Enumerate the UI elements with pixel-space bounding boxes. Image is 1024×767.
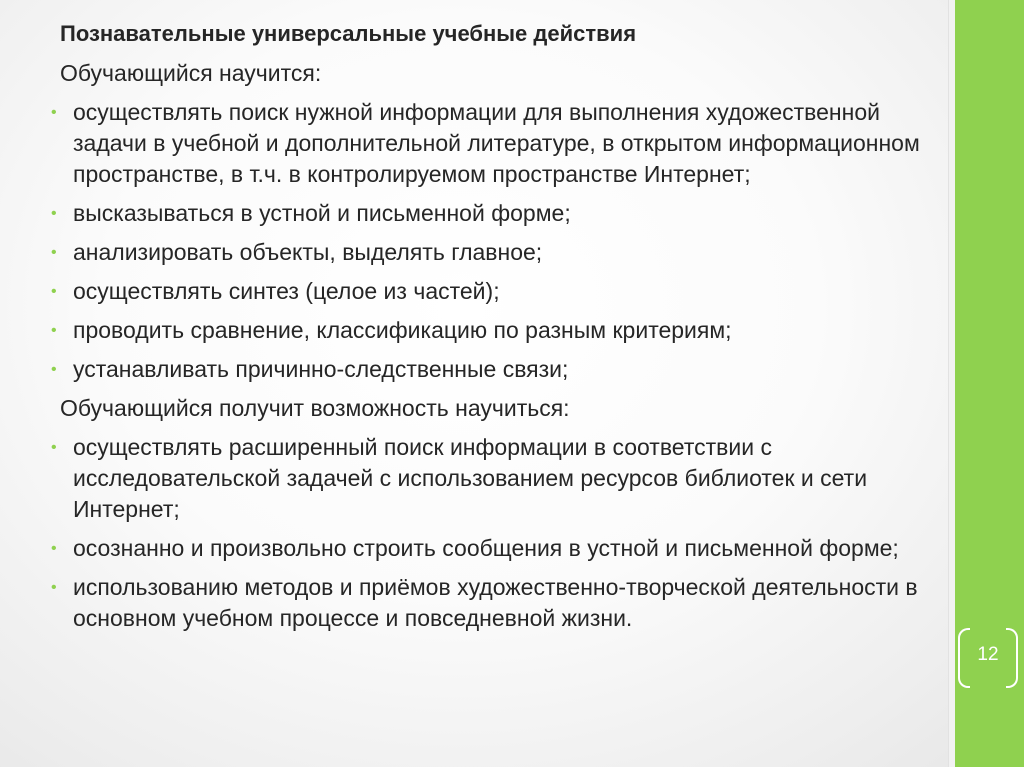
bullet-icon: • xyxy=(51,205,57,222)
list-item-text: осуществлять поиск нужной информации для выполнения художественной задачи в учебной и дополнительной литературе, в открытом информационном пространстве, в т.ч. в контролируемом пространстве Интернет; xyxy=(73,99,920,187)
list-item xyxy=(50,354,950,385)
list-item xyxy=(50,572,950,634)
list-item-text: устанавливать причинно-следственные связи; xyxy=(73,356,569,382)
bullet-icon: • xyxy=(51,322,57,339)
list-item xyxy=(50,237,950,268)
list-item-text: осуществлять расширенный поиск информации в соответствии с исследовательской задачей с использованием ресурсов библиотек и сети Интернет; xyxy=(73,434,868,522)
list-item-text: использованию методов и приёмов художественно-творческой деятельности в основном учебном процессе и повседневной жизни. xyxy=(73,574,918,631)
list-item xyxy=(50,198,950,229)
list-item-text: анализировать объекты, выделять главное; xyxy=(73,239,543,265)
bullet-icon: • xyxy=(51,244,57,261)
list-item xyxy=(50,315,950,346)
bullet-icon: • xyxy=(51,579,57,596)
page-number-badge xyxy=(958,628,1018,686)
list-item xyxy=(50,276,950,307)
list-item-text: высказываться в устной и письменной форме; xyxy=(73,200,571,226)
list-item-text: осуществлять синтез (целое из частей); xyxy=(73,278,500,304)
list-item-text: проводить сравнение, классификацию по разным критериям; xyxy=(73,317,732,343)
section2-list xyxy=(50,432,950,634)
list-item-text: осознанно и произвольно строить сообщения в устной и письменной форме; xyxy=(73,535,899,561)
section2-intro: Обучающийся получит возможность научиться: xyxy=(60,395,570,421)
section1-list xyxy=(50,97,950,385)
bullet-icon: • xyxy=(51,283,57,300)
slide-heading: Познавательные универсальные учебные действия xyxy=(60,21,637,46)
bullet-icon: • xyxy=(51,439,57,456)
bullet-icon: • xyxy=(51,361,57,378)
slide-content xyxy=(50,18,950,642)
bullet-icon: • xyxy=(51,104,57,121)
list-item xyxy=(50,432,950,525)
bullet-icon: • xyxy=(51,540,57,557)
page-number: 12 xyxy=(977,644,999,665)
list-item xyxy=(50,97,950,190)
section1-intro: Обучающийся научится: xyxy=(60,60,322,86)
list-item xyxy=(50,533,950,564)
